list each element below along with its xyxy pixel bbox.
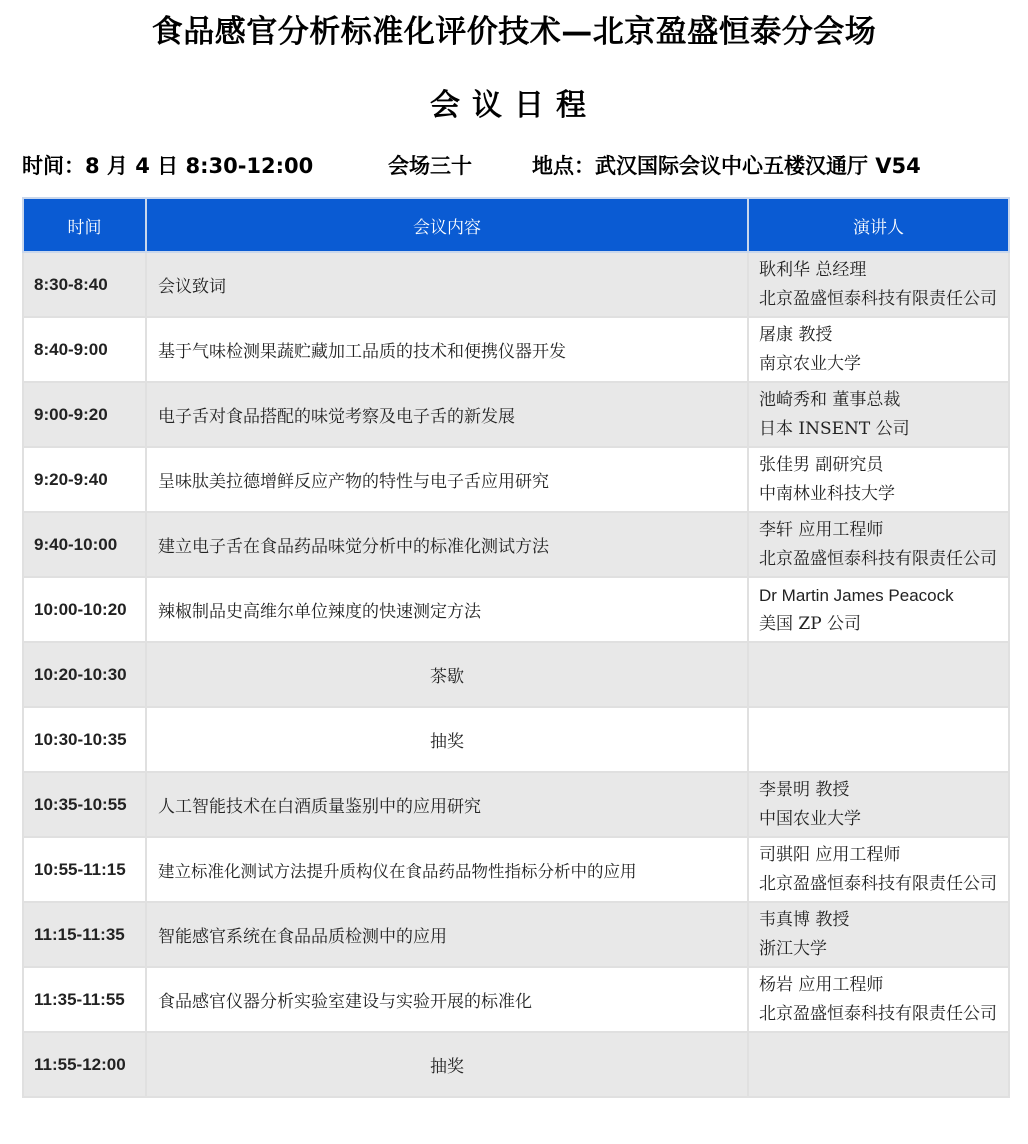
- row-time: 10:35-10:55: [23, 772, 146, 837]
- table-row: [23, 967, 1009, 1032]
- speaker-org: 中南林业科技大学: [759, 483, 895, 504]
- row-time: 11:35-11:55: [23, 967, 146, 1032]
- event-location: 地点：武汉国际会议中心五楼汉通厅 V54: [532, 154, 921, 178]
- row-time: 9:20-9:40: [23, 447, 146, 512]
- row-time: 11:55-12:00: [23, 1032, 146, 1097]
- speaker-name: 屠康 教授: [759, 324, 833, 345]
- table-row: [23, 577, 1009, 642]
- row-content: 会议致词: [146, 252, 748, 317]
- speaker-name: 张佳男 副研究员: [759, 454, 884, 475]
- row-speaker: [748, 252, 1009, 317]
- event-info: [22, 150, 1012, 184]
- speaker-name: 李景明 教授: [759, 779, 850, 800]
- row-speaker: [748, 512, 1009, 577]
- speaker-org: 北京盈盛恒泰科技有限责任公司: [759, 873, 997, 894]
- row-content: 电子舌对食品搭配的味觉考察及电子舌的新发展: [146, 382, 748, 447]
- row-content: 建立电子舌在食品药品味觉分析中的标准化测试方法: [146, 512, 748, 577]
- header-time: 时间: [23, 198, 146, 252]
- row-content: 建立标准化测试方法提升质构仪在食品药品物性指标分析中的应用: [146, 837, 748, 902]
- table-row: [23, 837, 1009, 902]
- row-speaker: [748, 317, 1009, 382]
- speaker-org: 北京盈盛恒泰科技有限责任公司: [759, 548, 997, 569]
- speaker-name: 韦真博 教授: [759, 909, 850, 930]
- row-speaker: [748, 772, 1009, 837]
- row-content: 食品感官仪器分析实验室建设与实验开展的标准化: [146, 967, 748, 1032]
- row-time: 10:00-10:20: [23, 577, 146, 642]
- row-speaker: [748, 447, 1009, 512]
- speaker-org: 美国 ZP 公司: [759, 613, 862, 634]
- event-hall: 会场三十: [388, 154, 472, 178]
- row-time: 10:55-11:15: [23, 837, 146, 902]
- header-content: 会议内容: [146, 198, 748, 252]
- speaker-org: 日本 INSENT 公司: [759, 418, 910, 439]
- table-row: [23, 447, 1009, 512]
- speaker-org: 北京盈盛恒泰科技有限责任公司: [759, 1003, 997, 1024]
- row-content: 智能感官系统在食品品质检测中的应用: [146, 902, 748, 967]
- row-content: 人工智能技术在白酒质量鉴别中的应用研究: [146, 772, 748, 837]
- schedule-table: [22, 197, 1010, 1098]
- row-time: 10:30-10:35: [23, 707, 146, 772]
- table-row: [23, 512, 1009, 577]
- row-speaker: [748, 642, 1009, 707]
- table-row: [23, 772, 1009, 837]
- row-speaker: [748, 967, 1009, 1032]
- row-time: 8:30-8:40: [23, 252, 146, 317]
- speaker-org: 中国农业大学: [759, 808, 861, 829]
- row-speaker: [748, 1032, 1009, 1097]
- speaker-org: 浙江大学: [759, 938, 827, 959]
- row-speaker: [748, 577, 1009, 642]
- speaker-name: 耿利华 总经理: [759, 259, 867, 280]
- speaker-name: 李轩 应用工程师: [759, 519, 884, 540]
- table-row-lottery: [23, 707, 1009, 772]
- row-time: 9:00-9:20: [23, 382, 146, 447]
- row-content: 辣椒制品史高维尔单位辣度的快速测定方法: [146, 577, 748, 642]
- table-row: [23, 252, 1009, 317]
- speaker-name: 池崎秀和 董事总裁: [759, 389, 901, 410]
- document-subtitle: 会议日程: [430, 88, 598, 123]
- row-speaker: [748, 707, 1009, 772]
- header-speaker: 演讲人: [748, 198, 1009, 252]
- row-time: 10:20-10:30: [23, 642, 146, 707]
- row-speaker: [748, 902, 1009, 967]
- row-time: 8:40-9:00: [23, 317, 146, 382]
- row-content: 抽奖: [146, 707, 748, 772]
- row-speaker: [748, 382, 1009, 447]
- table-row-lottery: [23, 1032, 1009, 1097]
- table-row: [23, 902, 1009, 967]
- table-header-row: [23, 198, 1009, 252]
- row-content: 基于气味检测果蔬贮藏加工品质的技术和便携仪器开发: [146, 317, 748, 382]
- document-title: 食品感官分析标准化评价技术—北京盈盛恒泰分会场: [151, 14, 877, 50]
- table-row: [23, 317, 1009, 382]
- speaker-org: 北京盈盛恒泰科技有限责任公司: [759, 288, 997, 309]
- speaker-org: 南京农业大学: [759, 353, 861, 374]
- row-time: 9:40-10:00: [23, 512, 146, 577]
- table-row: [23, 382, 1009, 447]
- row-time: 11:15-11:35: [23, 902, 146, 967]
- row-content: 茶歇: [146, 642, 748, 707]
- event-time: 时间：8 月 4 日 8:30-12:00: [22, 154, 314, 178]
- row-content: 呈味肽美拉德增鲜反应产物的特性与电子舌应用研究: [146, 447, 748, 512]
- speaker-name: 司骐阳 应用工程师: [759, 844, 901, 865]
- table-row-break: [23, 642, 1009, 707]
- row-content: 抽奖: [146, 1032, 748, 1097]
- row-speaker: [748, 837, 1009, 902]
- speaker-name: Dr Martin James Peacock: [759, 585, 954, 605]
- speaker-name: 杨岩 应用工程师: [759, 974, 884, 995]
